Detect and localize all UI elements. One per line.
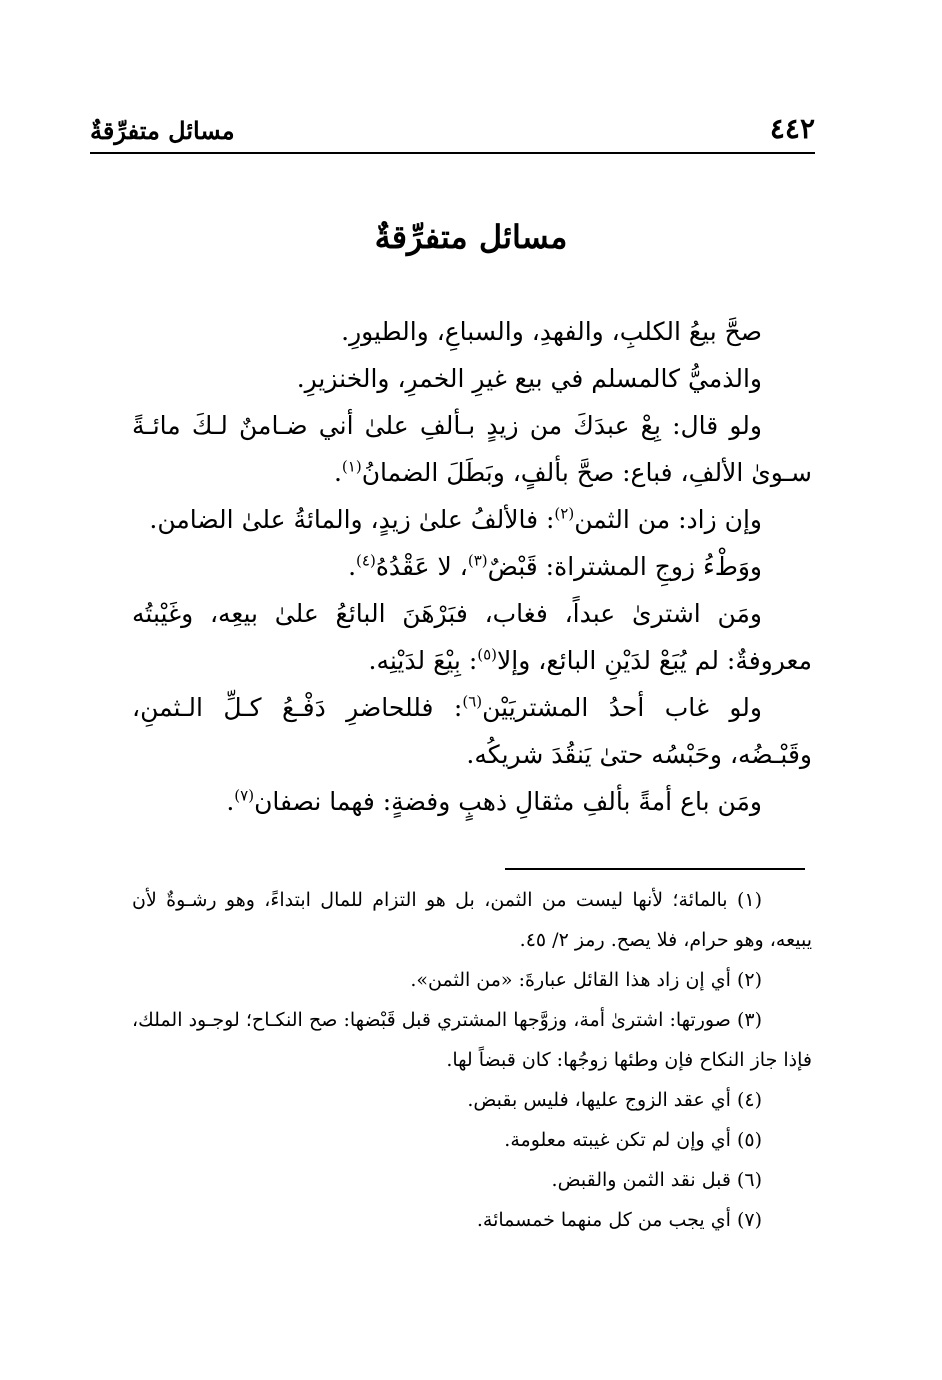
footnote-7: (٧) أي يجب من كل منهما خمسمائة. <box>476 1209 762 1231</box>
footnote-marker[interactable]: (٤) <box>356 551 376 570</box>
footnote-6: (٦) قبل نقد الثمن والقبض. <box>551 1169 762 1191</box>
paragraph-5 <box>132 543 812 590</box>
paragraph-6 <box>132 590 812 684</box>
footnote-marker[interactable]: (٥) <box>477 645 498 664</box>
footnote-4: (٤) أي عقد الزوج عليها، فليس بقبض. <box>467 1089 762 1111</box>
footnote-marker[interactable]: (٧) <box>234 786 255 805</box>
page-header <box>90 108 815 154</box>
main-text <box>132 308 812 825</box>
paragraph-text: . <box>226 787 235 816</box>
paragraph-text: : بِيْعَ لدَيْنِه. <box>368 646 478 675</box>
paragraph-8 <box>132 778 812 825</box>
footnote-2: (٢) أي إن زاد هذا القائل عبارةَ: «من الثمن». <box>410 969 762 991</box>
footnote-divider <box>505 868 805 870</box>
paragraph-text: ومَن اشترىٰ عبداً، فغاب، فبَرْهَنَ البائعُ علىٰ بيعِه، وغَيْبتُه معروفةٌ: لم يُبَعْ لدَيْنِ البائع، وإلا <box>132 599 812 675</box>
paragraph-text: والذميُّ كالمسلم في بيع غيرِ الخمرِ، والخنزيرِ. <box>296 364 762 393</box>
paragraph-4 <box>132 496 812 543</box>
footnote-marker[interactable]: (٣) <box>467 551 488 570</box>
paragraph-2 <box>132 355 812 402</box>
footnote-1: (١) بالمائة؛ لأنها ليست من الثمن، بل هو التزام للمال ابتداءً، وهو رشـوةٌ لأن يبيعه، وهو حرام، فلا يصح. رمز ٢/ ٤٥. <box>132 889 812 951</box>
footnotes <box>132 880 812 1240</box>
paragraph-7 <box>132 684 812 778</box>
paragraph-text: ، لا عَقْدُهُ <box>375 552 468 581</box>
paragraph-text: : فللحاضرِ دَفْـعُ كـلِّ الـثمنِ، وقَبْـضُه، وحَبْسُه حتىٰ يَنقُدَ شريكُه. <box>132 693 812 769</box>
paragraph-text: : فالألفُ علىٰ زيدٍ، والمائةُ علىٰ الضامن. <box>149 505 555 534</box>
paragraph-1 <box>132 308 812 355</box>
footnote-marker[interactable]: (٢) <box>554 504 575 523</box>
chapter-title: مسائل متفرِّقةٌ <box>374 218 568 256</box>
paragraph-text: . <box>333 458 342 487</box>
footnote-marker[interactable]: (٦) <box>462 692 483 711</box>
paragraph-text: ومَن باع أمةً بألفِ مثقالِ ذهبٍ وفضةٍ: فهما نصفان <box>254 787 762 816</box>
paragraph-3 <box>132 402 812 496</box>
paragraph-text: . <box>348 552 357 581</box>
running-title: مسائل متفرِّقةٌ <box>90 116 235 145</box>
paragraph-text: ووَطْءُ زوجِ المشتراة: قَبْضٌ <box>487 552 762 581</box>
page-number: ٤٤٢ <box>769 112 815 145</box>
footnote-5: (٥) أي وإن لم تكن غيبته معلومة. <box>504 1129 762 1151</box>
footnote-marker[interactable]: (١) <box>341 457 362 476</box>
paragraph-text: وإن زاد: من الثمن <box>574 505 762 534</box>
paragraph-text: ولو غاب أحدُ المشتريَيْن <box>482 693 762 722</box>
paragraph-text: صحَّ بيعُ الكلبِ، والفهدِ، والسباعِ، والطيورِ. <box>341 317 762 346</box>
paragraph-text: ولو قال: بِعْ عبدَكَ من زيدٍ بـألفِ علىٰ أني ضـامنٌ لـكَ مائـةً سـوىٰ الألفِ، فباع: صحَّ بألفٍ، وبَطَلَ الضمانُ <box>132 411 812 487</box>
footnote-3: (٣) صورتها: اشترىٰ أمة، وزوَّجها المشتري قبل قَبْضها: صح النكـاح؛ لوجـود الملك، فإذا جاز النكاح فإن وطئها زوجُها: كان قبضاً لها. <box>132 1009 812 1071</box>
